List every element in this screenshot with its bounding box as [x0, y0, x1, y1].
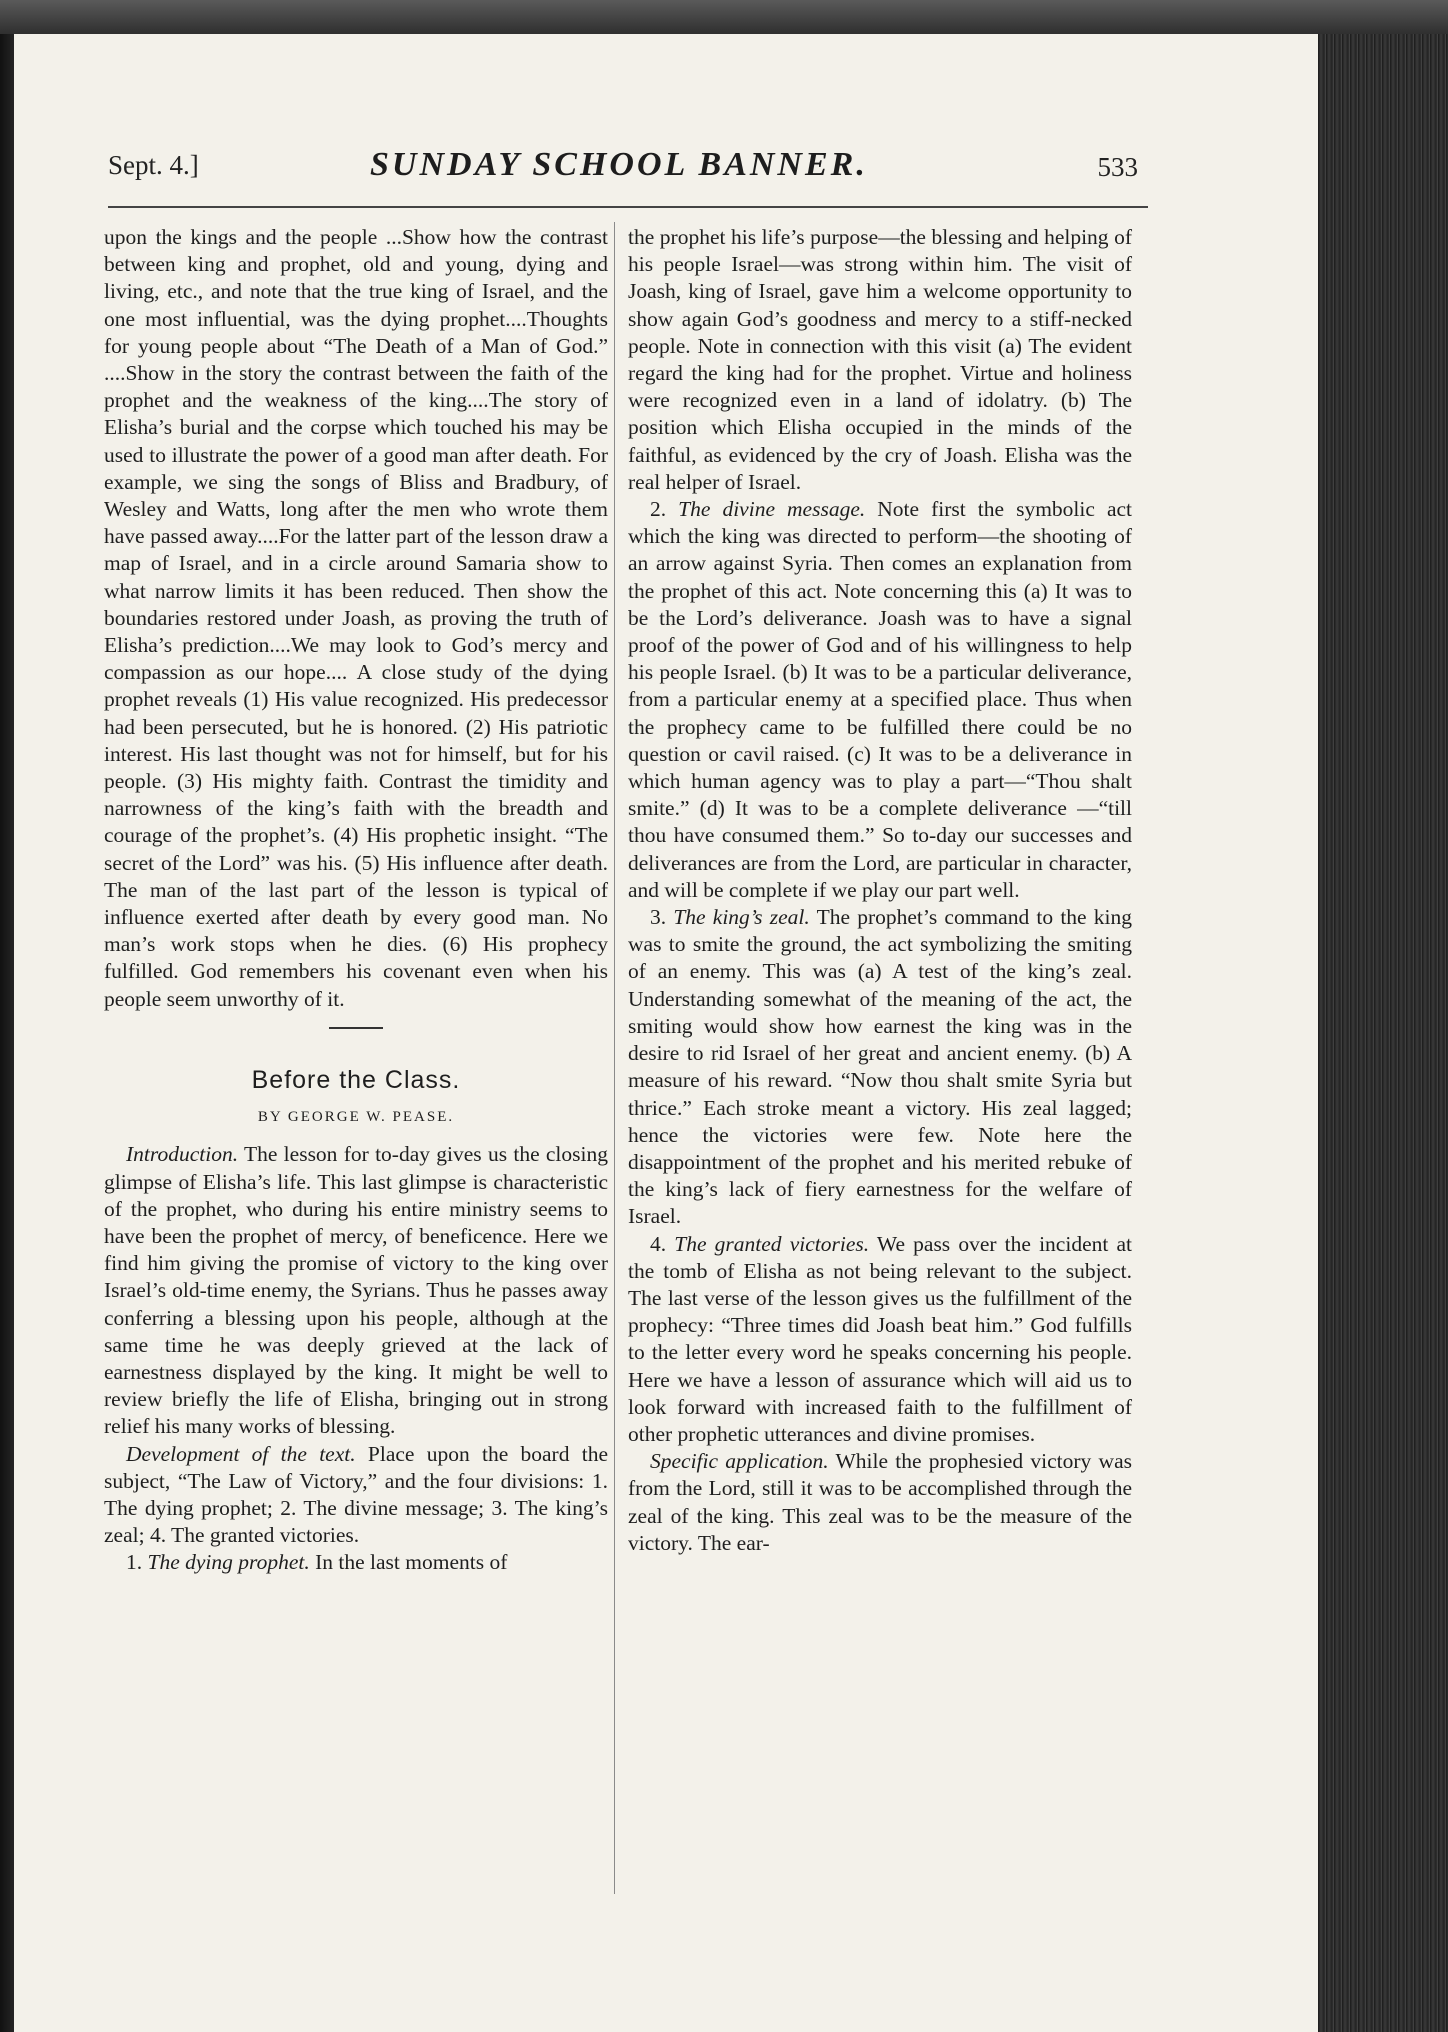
introduction-paragraph — [104, 1141, 608, 1440]
kings-zeal-number: 3. — [650, 905, 674, 930]
header-date: Sept. 4.] — [108, 150, 199, 180]
specific-application-paragraph — [628, 1448, 1132, 1557]
divine-message-paragraph — [628, 496, 1132, 904]
introduction-label: Introduction. — [126, 1142, 239, 1167]
header-rule — [108, 206, 1148, 208]
kings-zeal-paragraph — [628, 904, 1132, 1230]
right-paragraph-1: the prophet his life’s purpose—the blessing and helping of his people Israel—was strong within him. The visit of Joash, king of Israel, gave him a welcome opportunity to show again God’s goodness and mercy to a stiff-necked people. Note in connection with this visit (a) The evident regard the king had for the prophet. Virtue and holiness were recognized even in a land of idolatry. (b) The position which Elisha occupied in the minds of the faithful, as evidenced by the cry of Joash. Elisha was the real helper of Israel. — [628, 225, 1132, 494]
granted-victories-text: We pass over the incident at the tomb of Elisha as not being relevant to the subject. The last verse of the lesson gives us the fulfillment of the prophecy: “Three times did Joash beat him.” God fulfills to the letter every word he speaks concerning his people. Here we have a lesson of assurance which will aid us to look forward with increased faith to the fulfillment of other prophetic utterances and divine promises. — [628, 1231, 1133, 1446]
left-column — [104, 224, 608, 1577]
publication-title: SUNDAY SCHOOL BANNER. — [370, 146, 868, 183]
byline: BY GEORGE W. PEASE. — [257, 1109, 455, 1126]
introduction-text: The lesson for to-day gives us the closing glimpse of Elisha’s life. This last glimpse is characteristic of the prophet, who during his entire ministry seems to have been the prophet of mercy, of beneficence. Here we find him giving the promise of victory to the king over Israel’s old-time enemy, the Syrians. Thus he passes away conferring a blessing upon his people, although at the same time he was deeply grieved at the lack of earnestness displayed by the king. It might be well to review briefly the life of Elisha, bringing out in strong relief his many works of blessing. — [104, 1142, 608, 1439]
divine-message-number: 2. — [650, 497, 679, 522]
development-label: Development of the text. — [126, 1441, 356, 1466]
section-divider — [329, 1027, 383, 1029]
divine-message-label: The divine message. — [678, 497, 866, 522]
development-text: Place upon the board the subject, “The Law of Victory,” and the four divisions: 1. The dying prophet; 2. The divine message; 3. The king’s zeal; 4. The granted victories. — [104, 1441, 608, 1548]
page-number: 533 — [1097, 152, 1138, 182]
column-divider — [614, 222, 615, 1894]
divine-message-text: Note first the symbolic act which the king was directed to perform—the shooting of an arrow against Syria. Then comes an explanation from the prophet of this act. Note concerning this (a) It was to be the Lord’s deliverance. Joash was to have a signal proof of the power of God and of his willingness to help his people Israel. (b) It was to be a particular deliverance, from a particular enemy at a specified place. Thus when the prophecy came to be fulfilled there could be no question or cavil raised. (c) It was to be a deliverance in which human agency was to play a part—“Thou shalt smite.” (d) It was to be a complete deliverance —“till thou have consumed them.” So to-day our successes and deliverances are from the Lord, are particular in character, and will be complete if we play our part well. — [628, 497, 1132, 902]
dying-prophet-text: In the last moments of — [309, 1550, 508, 1575]
running-header — [108, 146, 1138, 196]
right-column — [628, 224, 1132, 1557]
dying-prophet-label: The dying prophet. — [147, 1550, 310, 1575]
specific-application-text: While the prophesied victory was from the Lord, still it was to be accomplished through the zeal of the king. This zeal was to be the measure of the victory. The ear- — [628, 1449, 1132, 1555]
scan-top-border — [0, 0, 1448, 34]
left-paragraph-1: upon the kings and the people ...Show how the contrast between king and prophet, old and young, dying and living, etc., and note that the true king of Israel, and the one most influential, was the dying prophet....Thoughts for young people about “The Death of a Man of God.” ....Show in the story the contrast between the faith of the prophet and the weakness of the king....The story of Elisha’s burial and the corpse which touched his may be used to illustrate the power of a good man after death. For example, we sing the songs of Bliss and Bradbury, of Wesley and Watts, long after the men who wrote them have passed away....For the latter part of the lesson draw a map of Israel, and in a circle around Samaria show to what narrow limits it has been reduced. Then show the boundaries restored under Joash, as proving the truth of Elisha’s prediction....We may look to God’s mercy and compassion as our hope.... A close study of the dying prophet reveals (1) His value recognized. His predecessor had been persecuted, but he is honored. (2) His patriotic interest. His last thought was not for himself, but for his people. (3) His mighty faith. Contrast the timidity and narrowness of the king’s faith with the breadth and courage of the prophet’s. (4) His prophetic insight. “The secret of the Lord” was his. (5) His influence after death. The man of the last part of the lesson is typical of influence exerted after death by every good man. No man’s work stops when he dies. (6) His prophecy fulfilled. God remembers his covenant even when his people seem unworthy of it. — [104, 225, 608, 1011]
development-paragraph — [104, 1441, 608, 1550]
specific-application-label: Specific application. — [650, 1449, 829, 1474]
book-page-edges — [1318, 34, 1448, 2032]
kings-zeal-label: The king’s zeal. — [673, 905, 810, 930]
kings-zeal-text: The prophet’s command to the king was to smite the ground, the act symbolizing the smiting of an enemy. This was (a) A test of the king’s zeal. Understanding somewhat of the meaning of the act, the smiting would show how earnest the king was in the desire to rid Israel of her great and ancient enemy. (b) A measure of his reward. “Now thou shalt smite Syria but thrice.” Each stroke meant a victory. His zeal lagged; hence the victories were few. Note here the disappointment of the prophet and his merited rebuke of the king’s lack of fiery earnestness for the welfare of Israel. — [628, 905, 1133, 1229]
granted-victories-number: 4. — [650, 1231, 675, 1256]
granted-victories-label: The granted victories. — [674, 1231, 870, 1256]
section-heading: Before the Class. — [251, 1065, 461, 1094]
granted-victories-paragraph — [628, 1231, 1132, 1449]
dying-prophet-number: 1. — [126, 1550, 148, 1575]
dying-prophet-paragraph — [104, 1549, 608, 1576]
